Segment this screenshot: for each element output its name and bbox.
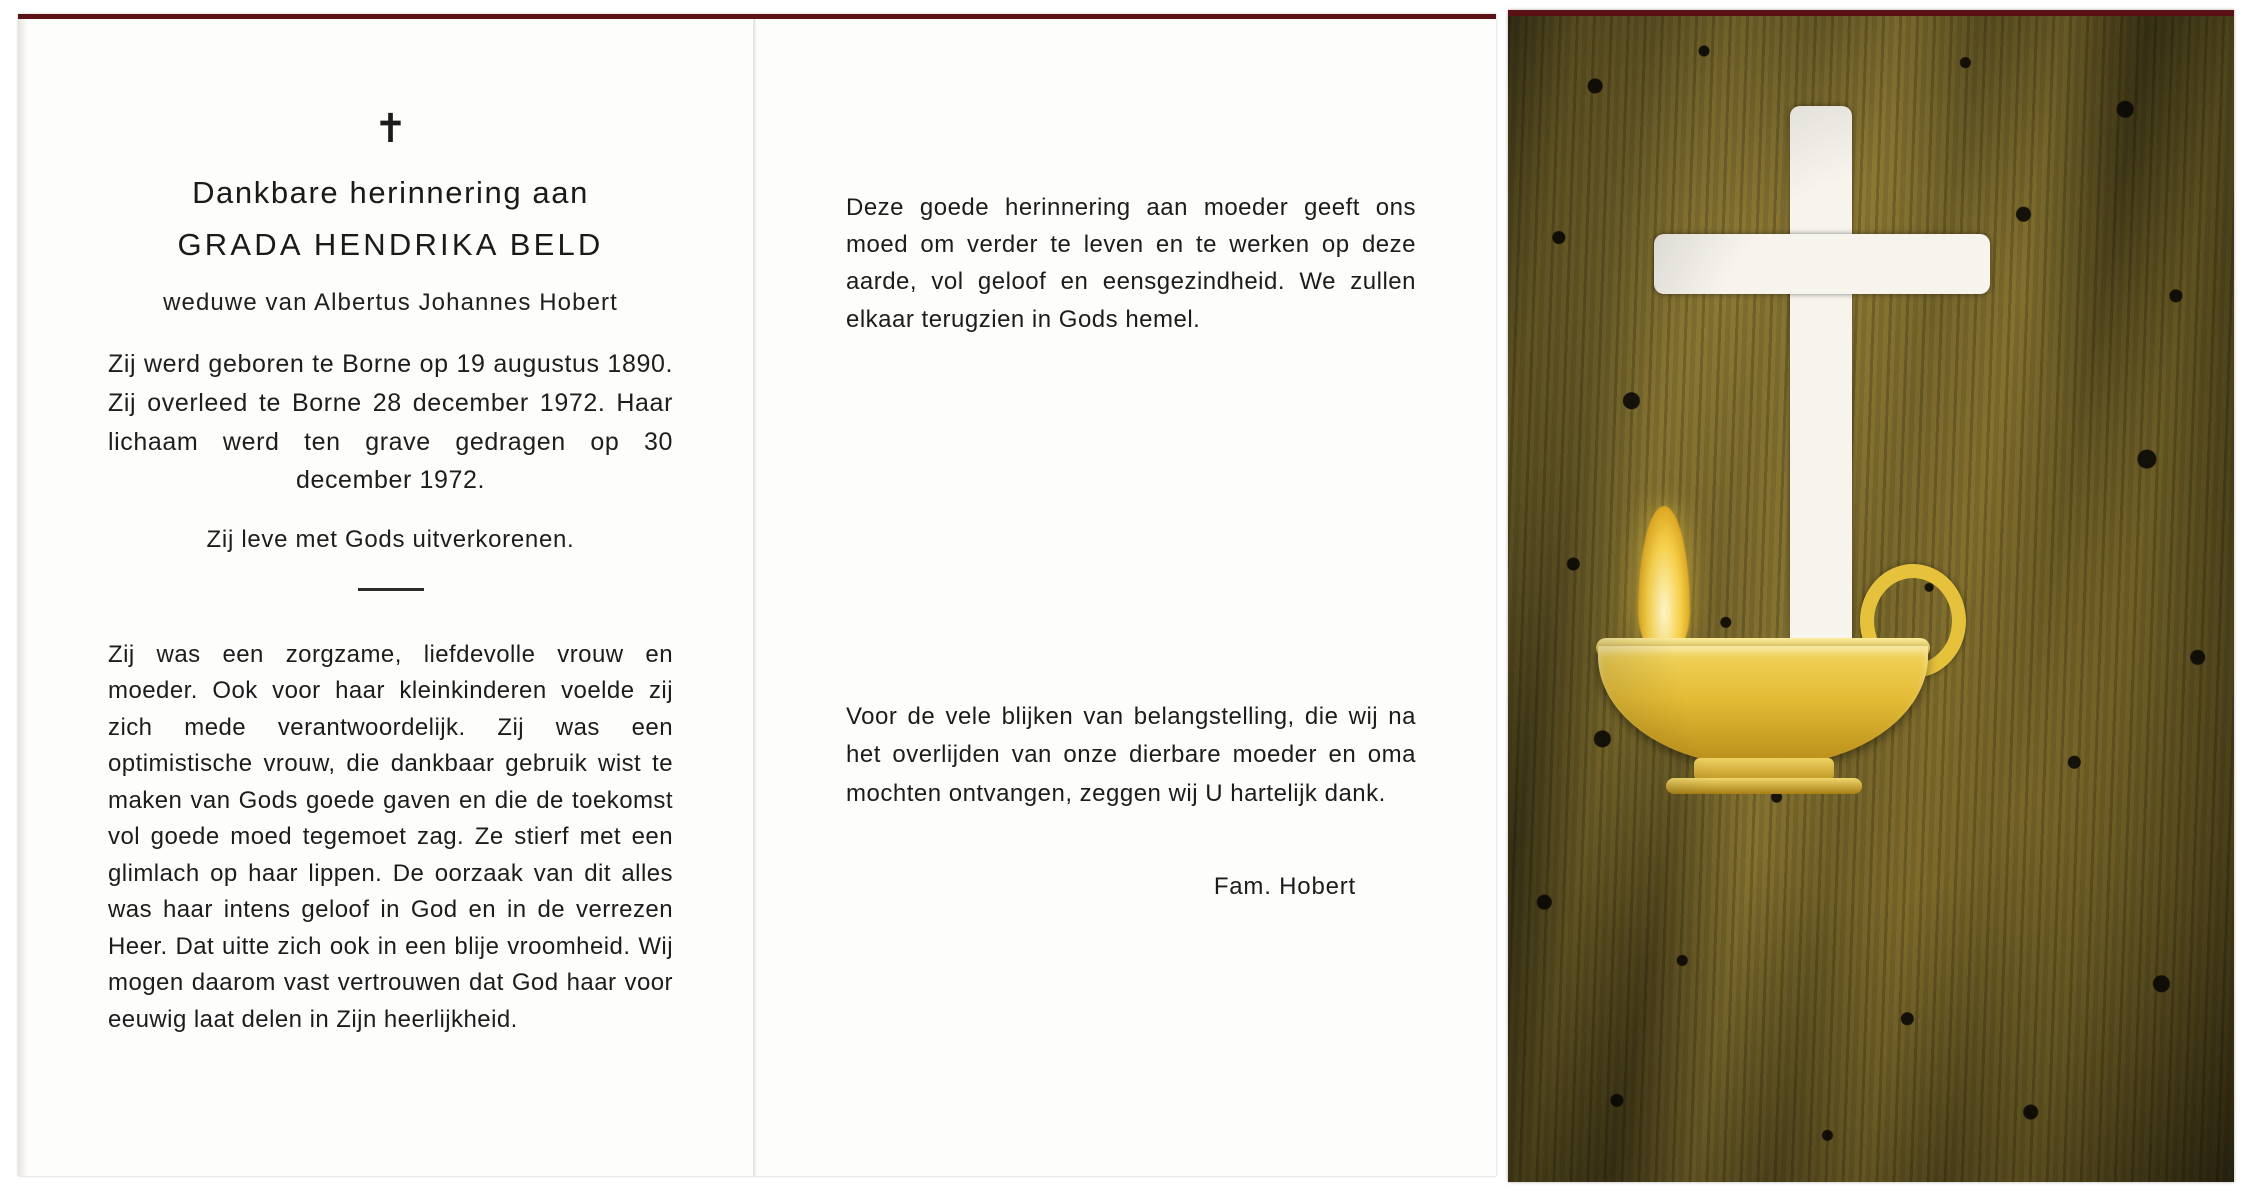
blessing-line: Zij leve met Gods uitverkorenen. [206, 526, 575, 553]
family-signature: Fam. Hobert [1213, 872, 1356, 900]
life-dates-paragraph: Zij werd geboren te Borne op 19 augustus 1890. Zij overleed te Borne 28 december 1972. Haar lichaam werd ten grave gedragen op 30 december 1972. [108, 350, 673, 495]
card-page-right [756, 19, 1496, 1176]
deceased-name: GRADA HENDRIKA BELD [177, 227, 604, 262]
eulogy-paragraph: Zij was een zorgzame, liefdevolle vrouw en moeder. Ook voor haar kleinkinderen voelde zij zich mede verantwoordelijk. Zij was een optimistische vrouw, die dankbaar gebruik wist te maken van Gods goede gaven en die de toekomst vol goede moed tegemoet zag. Ze stierf met een glimlach op haar lippen. De oorzaak van dit alles was haar intens geloof in God en in de verrezen Heer. Dat uitte zich ook in een blije vroomheid. Wij mogen daarom vast vertrouwen dat God haar voor eeuwig laat delen in Zijn heerlijkheid. [108, 641, 673, 1033]
cross-vertical-bar [1790, 106, 1852, 666]
memorial-headline: Dankbare herinnering aan [192, 175, 589, 210]
divider [358, 588, 424, 591]
card-cover-illustration [1508, 10, 2234, 1182]
oil-lamp-base [1666, 778, 1862, 794]
remembrance-paragraph: Deze goede herinnering aan moeder geeft ons moed om verder te leven en te werken op deze aarde, vol geloof en eensgezindheid. We zullen elkaar terugzien in Gods hemel. [846, 194, 1416, 333]
thanks-paragraph: Voor de vele blijken van belangstelling, die wij na het overlijden van onze dierbare moeder en oma mochten ontvangen, zeggen wij U hartelijk dank. [846, 702, 1416, 807]
card-inner-spread [18, 14, 1496, 1176]
card-page-left [18, 19, 753, 1176]
cross-icon: ✝ [373, 106, 408, 151]
spouse-line: weduwe van Albertus Johannes Hobert [163, 289, 618, 316]
cross-horizontal-bar [1654, 234, 1990, 294]
